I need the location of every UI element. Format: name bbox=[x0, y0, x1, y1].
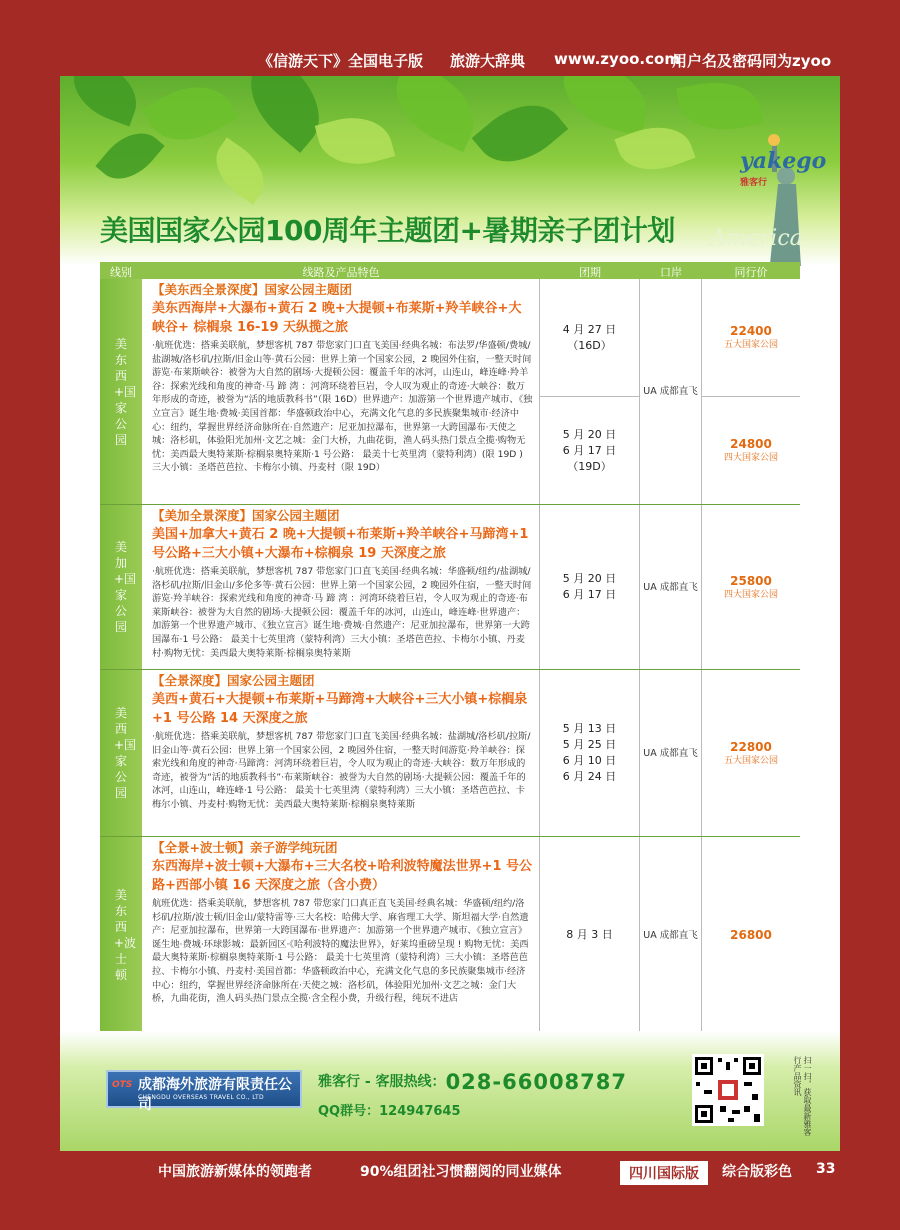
route-tag: 【全景+波士顿】亲子游学纯玩团 bbox=[152, 840, 338, 855]
hotline-label: 雅客行 - 客服热线： bbox=[318, 1074, 446, 1090]
route-headline: 美国+加拿大+黄石 2 晚+大提顿+布莱斯+羚羊峡谷+马蹄湾+1 号公路+三大小镇+大瀑布+棕榈泉 19 天深度之旅 bbox=[152, 527, 529, 561]
date: 5 月 20 日 bbox=[562, 572, 617, 585]
port-cell: UA 成都直飞 bbox=[640, 505, 702, 669]
leaf-decoration bbox=[554, 76, 656, 137]
price-cell bbox=[702, 397, 800, 504]
port-cell: UA 成都直飞 bbox=[640, 670, 702, 836]
scan-caption: 扫一扫，获取最新雅客行产品资讯 bbox=[793, 1056, 812, 1136]
date: 5 月 25 日 bbox=[562, 738, 617, 751]
date-cell bbox=[540, 397, 640, 504]
table-header bbox=[100, 262, 800, 279]
route-tag: 【全景深度】国家公园主题团 bbox=[152, 673, 315, 688]
leaf-decoration bbox=[472, 87, 569, 181]
price: 26800 bbox=[730, 928, 772, 942]
date: （16D） bbox=[567, 338, 612, 352]
port-cell: UA 成都直飞 bbox=[640, 279, 702, 504]
slogan-1: 中国旅游新媒体的领跑者 bbox=[158, 1164, 312, 1180]
col-price: 同行价 bbox=[734, 266, 768, 279]
header-bar bbox=[0, 44, 900, 76]
route-description: ·航班优选：搭乘美联航，梦想客机 787 带您家门口直飞美国·经典名城：华盛顿/纽约/盐湖城/洛杉矶/拉斯/旧金山/多伦多等·黄石公园：世界上第一个国家公园，2 晚园外住宿，一整天时间游览·羚羊峡谷：探索光线和角度的神奇·马 蹄 湾 ：河湾环绕着巨岩，令人叹为观止的奇迹·布莱斯峡谷：被誉为大自然的剧场·大提顿公园：覆盖千年的冰河，山连山，峰连峰·世界遗产：加游第一个世界遗产城市、《独立宣言》诞生地·费城·自然遗产：尼亚加拉瀑布，世界第一大跨国瀑布·1 号公路： 最美十七英里湾（蒙特利湾）三大小镇：圣塔芭芭拉、卡梅尔小镇、丹麦村·购物无忧：美西最大奥特莱斯·棕榈泉奥特莱斯 bbox=[152, 566, 532, 659]
america-watermark: America bbox=[710, 226, 803, 251]
company-abbr: OTS bbox=[112, 1080, 133, 1090]
line-label: 美东西+国家公园 bbox=[100, 279, 142, 504]
date: 6 月 24 日 bbox=[562, 770, 617, 783]
edition-badge: 四川国际版 bbox=[620, 1161, 708, 1185]
price: 25800 bbox=[730, 573, 772, 588]
col-dates: 团期 bbox=[579, 266, 601, 279]
price: 22400 bbox=[730, 324, 772, 338]
route-cell bbox=[142, 670, 540, 836]
route-headline: 美东西海岸+大瀑布+黄石 2 晚+大提顿+布莱斯+羚羊峡谷+大峡谷+ 棕榈泉 16-19 天纵揽之旅 bbox=[152, 301, 522, 335]
slogan-2: 90%组团社习惯翻阅的同业媒体 bbox=[360, 1164, 562, 1180]
price: 22800 bbox=[730, 739, 772, 754]
company-name-cn: 成都海外旅游有限责任公司 bbox=[138, 1077, 292, 1113]
leaf-decoration bbox=[382, 76, 489, 152]
line-label: 美东西+波士顿 bbox=[100, 837, 142, 1033]
date: 5 月 13 日 bbox=[562, 722, 617, 735]
route-headline: 东西海岸+波士顿+大瀑布+三大名校+哈利波特魔法世界+1 号公路+西部小镇 16 天深度之旅（含小费） bbox=[152, 859, 533, 893]
leaf-decoration bbox=[95, 120, 164, 192]
col-port: 口岸 bbox=[660, 266, 682, 279]
line-label: 美西+国家公园 bbox=[100, 670, 142, 836]
date: 4 月 27 日 bbox=[562, 322, 617, 336]
login-note: 用户名及密码同为zyoo bbox=[672, 52, 832, 70]
route-cell bbox=[142, 279, 540, 504]
company-logo bbox=[106, 1070, 302, 1113]
date: 5 月 20 日 bbox=[562, 427, 617, 441]
date: 8 月 3 日 bbox=[566, 928, 613, 941]
date: 6 月 17 日 bbox=[562, 588, 617, 601]
brand-logo bbox=[740, 150, 830, 194]
col-route: 线路及产品特色 bbox=[302, 266, 380, 279]
col-line: 线别 bbox=[110, 266, 132, 279]
port-cell: UA 成都直飞 bbox=[640, 837, 702, 1033]
tour-group bbox=[100, 279, 800, 505]
price-note: 四大国家公园 bbox=[723, 589, 778, 600]
bottom-bar bbox=[0, 1158, 900, 1184]
brand-en: yakego bbox=[740, 148, 827, 174]
route-cell bbox=[142, 837, 540, 1033]
brand-cn: 雅客行 bbox=[740, 178, 768, 188]
qr-code-icon[interactable] bbox=[692, 1054, 764, 1126]
price-note: 五大国家公园 bbox=[723, 340, 778, 350]
qq-label: QQ群号： bbox=[318, 1104, 380, 1119]
date-cell bbox=[540, 279, 640, 397]
website-link[interactable]: www.zyoo.com bbox=[554, 50, 680, 68]
hotline-number[interactable]: 028-66008787 bbox=[445, 1070, 628, 1094]
price-cell bbox=[702, 837, 800, 1033]
tour-group bbox=[100, 505, 800, 670]
route-headline: 美西+黄石+大提顿+布莱斯+马蹄湾+大峡谷+三大小镇+棕榈泉+1 号公路 14 天深度之旅 bbox=[152, 692, 528, 726]
leaf-decoration bbox=[204, 137, 276, 204]
company-name-en: CHENGDU OVERSEAS TRAVEL CO., LTD bbox=[138, 1094, 264, 1101]
route-description: 航班优选：搭乘美联航，梦想客机 787 带您家门口真正直飞美国·经典名城：华盛顿/纽约/洛杉矶/拉斯/波士顿/旧金山/蒙特雷等·三大名校：哈佛大学、麻省理工大学、斯坦福大学·自然遗产：尼亚加拉瀑布，世界第一大跨国瀑布·世界遗产：加游第一个世界遗产城市、《独立宣言》诞生地·费城·环球影城：最新园区·《哈利波特的魔法世界》，好莱坞重磅呈现 ! 购物无忧：美西最大奥特莱斯·棕榈泉奥特莱斯·1 号公路： 最美十七英里湾（蒙特利湾）三大小镇：圣塔芭芭拉、卡梅尔小镇、丹麦村·美国首都：华盛顿政治中心，充满文化气息的多民族聚集城市·经济中心：纽约，掌握世界经济命脉所在·天使之城：洛杉矶，体验阳光加州·文艺之城：金门大桥，九曲花街，渔人码头热门景点全揽·含全程小费，升级行程，纯玩不进店 bbox=[152, 898, 529, 1005]
leaf-decoration bbox=[315, 108, 396, 174]
route-description: ·航班优选：搭乘美联航，梦想客机 787 带您家门口直飞美国·经典名城：布法罗/华盛顿/费城/盐湖城/洛杉矶/拉斯/旧金山等·黄石公园：世界上第一个国家公园，2 晚园外住宿，一整天时间游览·布莱斯峡谷：被誉为大自然的剧场·大提顿公园：覆盖千年的冰河，山连山，峰连峰·羚羊谷：探索光线和角度的神奇·马 蹄 湾 ：河湾环绕着巨岩，令人叹为观止的奇迹·大峡谷：数万年形成的奇迹，被誉为“活的地质教科书”（限 16D）世界遗产：加游第一个世界遗产城市、《独立宣言》诞生地·费城·美国首都：华盛顿政治中心，充满文化气息的多民族聚集城市·经济中心：纽约，掌握世界经济命脉所在·自然遗产：尼亚加拉瀑布，世界第一大跨国瀑布·天使之城：洛杉矶，体验阳光加州·文艺之城：金门大桥，九曲花街，渔人码头热门景点全揽·购物无忧：美西最大奥特莱斯·棕榈泉奥特莱斯·1 号公路： 最美十七英里湾（蒙特利湾）(限 19D ) 三大小镇：圣塔芭芭拉、卡梅尔小镇、丹麦村（限 19D） bbox=[152, 340, 533, 474]
price: 24800 bbox=[730, 437, 772, 451]
date: （19D） bbox=[567, 459, 612, 473]
date-cell bbox=[540, 670, 640, 836]
dictionary-label: 旅游大辞典 bbox=[450, 52, 526, 70]
date: 6 月 10 日 bbox=[562, 754, 617, 767]
route-cell bbox=[142, 505, 540, 669]
page-title: 美国国家公园100周年主题团+暑期亲子团计划 bbox=[100, 214, 675, 247]
price-cell bbox=[702, 670, 800, 836]
qq-group bbox=[318, 1100, 618, 1119]
page-number: 33 bbox=[816, 1161, 836, 1177]
price-cell bbox=[702, 505, 800, 669]
date-cell bbox=[540, 837, 640, 1033]
hotline bbox=[318, 1070, 678, 1100]
price-note: 四大国家公园 bbox=[723, 453, 778, 463]
route-tag: 【美加全景深度】国家公园主题团 bbox=[152, 508, 340, 523]
leaf-decoration bbox=[64, 76, 147, 126]
date-cell bbox=[540, 505, 640, 669]
route-tag: 【美东西全景深度】国家公园主题团 bbox=[152, 282, 353, 297]
publication-title: 《信游天下》全国电子版 bbox=[258, 52, 424, 70]
price-cell bbox=[702, 279, 800, 397]
qq-number[interactable]: 124947645 bbox=[379, 1104, 461, 1119]
date: 6 月 17 日 bbox=[562, 443, 617, 457]
price-note: 五大国家公园 bbox=[723, 755, 778, 766]
section-label: 综合版彩色 bbox=[722, 1164, 792, 1180]
line-label: 美加+国家公园 bbox=[100, 505, 142, 669]
tour-group bbox=[100, 837, 800, 1034]
route-description: ·航班优选：搭乘美联航，梦想客机 787 带您家门口直飞美国·经典名城：盐湖城/洛杉矶/拉斯/旧金山等·黄石公园：世界上第一个国家公园，2 晚园外住宿，一整天时间游览·羚羊峡谷：探索光线和角度的神奇·马蹄湾：河湾环绕着巨岩，令人叹为观止的奇迹·大峡谷：数万年形成的奇迹，被誉为“活的地质教科书”·布莱斯峡谷：被誉为大自然的剧场·大提顿公园：覆盖千年的冰河，山连山，峰连峰·1 号公路： 最美十七英里湾（蒙特利湾）三大小镇：圣塔芭芭拉、卡梅尔小镇、丹麦村·购物无忧：美西最大奥特莱斯·棕榈泉奥特莱斯 bbox=[152, 731, 531, 810]
tour-group bbox=[100, 670, 800, 837]
page bbox=[60, 76, 840, 1151]
